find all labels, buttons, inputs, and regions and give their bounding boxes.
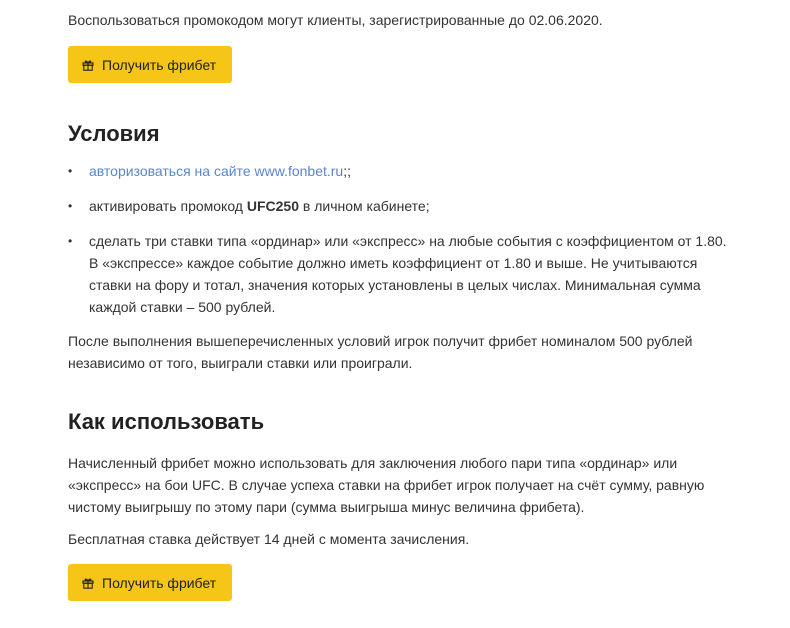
- usage-description: [68, 452, 728, 518]
- list-item-line: В «экспрессе» каждое событие должно иметь коэффициент от 1.80 и выше. Не учитываются: [89, 255, 698, 271]
- conditions-heading: Условия: [68, 121, 160, 146]
- list-item-suffix: в личном кабинете;: [299, 198, 430, 214]
- list-item: [68, 195, 728, 217]
- freebet-validity-note: Бесплатная ставка действует 14 дней с момента зачисления.: [68, 531, 470, 547]
- bullet-dot-icon: •: [68, 164, 73, 178]
- list-item-prefix: активировать промокод: [89, 198, 247, 214]
- list-item-suffix: ;;: [343, 163, 351, 179]
- paragraph-line: «экспресс» на бои UFC. В случае успеха ставки на фрибет игрок получает на счёт сумму, равную: [68, 477, 705, 493]
- get-freebet-button-label: Получить фрибет: [102, 574, 217, 591]
- list-item-line: ставки на фору и тотал, значения которых установлены в целых числах. Минимальная сумма: [89, 277, 701, 293]
- list-item-line: сделать три ставки типа «ординар» или «экспресс» на любые события с коэффициентом от 1.80.: [89, 233, 727, 249]
- promo-eligibility-text: Воспользоваться промокодом могут клиенты, зарегистрированные до 02.06.2020.: [68, 12, 603, 28]
- bullet-dot-icon: •: [68, 234, 73, 248]
- fonbet-login-link[interactable]: авторизоваться на сайте www.fonbet.ru: [89, 163, 344, 179]
- list-item: [68, 230, 728, 318]
- conditions-list: [68, 160, 728, 318]
- paragraph-line: независимо от того, выиграли ставки или проиграли.: [68, 355, 413, 371]
- gift-icon: [82, 59, 94, 71]
- paragraph-line: чистому выигрышу по этому пари (сумма выигрыша минус величина фрибета).: [68, 499, 585, 515]
- list-item-line: каждой ставки – 500 рублей.: [89, 299, 276, 315]
- get-freebet-button-bottom[interactable]: [68, 564, 232, 601]
- get-freebet-button-label: Получить фрибет: [102, 56, 217, 73]
- conditions-result-text: [68, 330, 728, 374]
- get-freebet-button-top[interactable]: [68, 46, 232, 83]
- promo-code: UFC250: [246, 198, 300, 214]
- gift-icon: [82, 577, 94, 589]
- bullet-dot-icon: •: [68, 199, 73, 213]
- list-item: [68, 160, 728, 182]
- paragraph-line: Начисленный фрибет можно использовать для заключения любого пари типа «ординар» или: [68, 455, 678, 471]
- usage-heading: Как использовать: [68, 409, 265, 434]
- paragraph-line: После выполнения вышеперечисленных условий игрок получит фрибет номиналом 500 рублей: [68, 333, 693, 349]
